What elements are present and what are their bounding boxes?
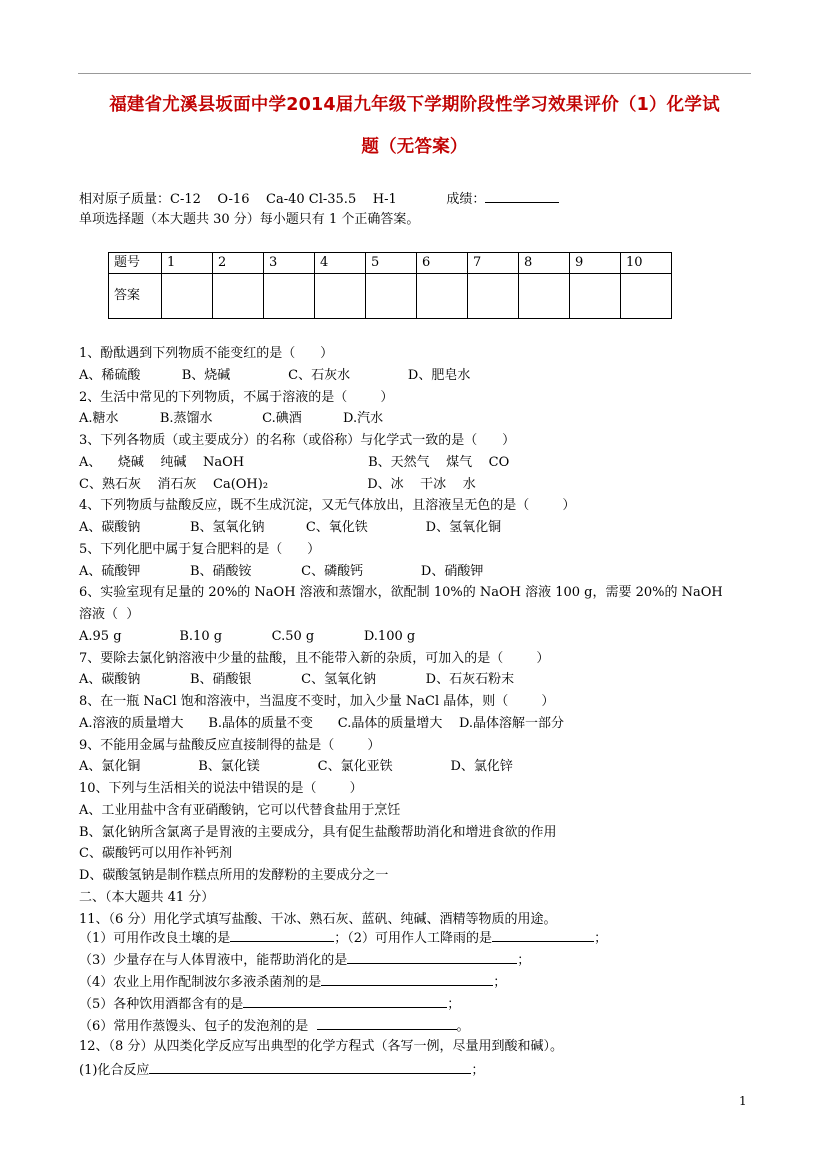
q12-heading: 12、（8 分）从四类化学反应写出典型的化学方程式（各写一例，尽量用到酸和碱）。 [79, 1039, 563, 1054]
question-number: 7 [468, 253, 519, 274]
answer-cell[interactable] [162, 274, 213, 319]
section1-intro: 单项选择题（本大题共 30 分）每小题只有 1 个正确答案。 [79, 212, 420, 227]
table-answer-label: 答案 [109, 274, 162, 319]
question-line: C、熟石灰 消石灰 Ca(OH)₂ D、冰 干冰 水 [79, 476, 476, 492]
question-line: 11、（6 分）用化学式填写盐酸、干冰、熟石灰、蓝矾、纯碱、酒精等物质的用途。 [79, 911, 557, 927]
question-line: A、工业用盐中含有亚硝酸钠，它可以代替食盐用于烹饪 [79, 802, 401, 818]
answer-table [108, 252, 672, 319]
answer-cell[interactable] [366, 274, 417, 319]
question-line: 4、下列物质与盐酸反应，既不生成沉淀，又无气体放出，且溶液呈无色的是（ ） [79, 498, 576, 514]
q11-line5: （5）各种饮用酒都含有的是 ； [79, 997, 461, 1012]
page-number: 1 [739, 1094, 747, 1108]
question-number: 5 [366, 253, 417, 274]
question-number: 10 [621, 253, 672, 274]
question-line: 7、要除去氯化钠溶液中少量的盐酸，且不能带入新的杂质，可加入的是（ ） [79, 650, 550, 666]
question-line: 9、不能用金属与盐酸反应直接制得的盐是（ ） [79, 737, 381, 753]
score-blank [485, 190, 559, 203]
answer-cell[interactable] [621, 274, 672, 319]
question-line: 2、生活中常见的下列物质，不属于溶液的是（ ） [79, 389, 394, 405]
question-number: 4 [315, 253, 366, 274]
question-number: 3 [264, 253, 315, 274]
question-line: D、碳酸氢钠是制作糕点所用的发酵粉的主要成分之一 [79, 868, 389, 883]
question-line: A、稀硫酸 B、烧碱 C、石灰水 D、肥皂水 [79, 367, 471, 383]
answer-cell[interactable] [570, 274, 621, 319]
question-number: 6 [417, 253, 468, 274]
question-line: A、氯化铜 B、氯化镁 C、氯化亚铁 D、氯化锌 [79, 759, 513, 775]
answer-cell[interactable] [519, 274, 570, 319]
atomic-mass-line: 相对原子质量：C-12 O-16 Ca-40 Cl-35.5 H-1 成绩： [79, 190, 559, 208]
answer-cell[interactable] [213, 274, 264, 319]
question-number: 2 [213, 253, 264, 274]
answer-cell[interactable] [264, 274, 315, 319]
question-line: 3、下列各物质（或主要成分）的名称（或俗称）与化学式一致的是（ ） [79, 433, 516, 448]
q11-line1: （1）可用作改良土壤的是 ；（2）可用作人工降雨的是 ； [79, 931, 608, 946]
question-line: 溶液（ ） [79, 607, 140, 622]
page-title: 福建省尤溪县坂面中学2014届九年级下学期阶段性学习效果评价（1）化学试 [109, 95, 720, 115]
page-title-cont: 题（无答案） [361, 137, 468, 157]
table-header-label: 题号 [109, 253, 162, 274]
answer-cell[interactable] [468, 274, 519, 319]
question-line: 10、下列与生活相关的说法中错误的是（ ） [79, 781, 363, 796]
q11-line4: （4）农业上用作配制波尔多液杀菌剂的是 ； [79, 975, 507, 990]
question-line: A.糖水 B.蒸馏水 C.碘酒 D.汽水 [79, 411, 384, 427]
question-number: 9 [570, 253, 621, 274]
question-line: B、氯化钠所含氯离子是胃液的主要成分，具有促生盐酸帮助消化和增进食欲的作用 [79, 824, 557, 840]
question-number: 8 [519, 253, 570, 274]
question-line: A、碳酸钠 B、硝酸银 C、氢氧化钠 D、石灰石粉末 [79, 672, 515, 688]
question-line: A.95 g B.10 g C.50 g D.100 g [79, 628, 416, 644]
question-line: A.溶液的质量增大 B.晶体的质量不变 C.晶体的质量增大 D.晶体溶解一部分 [79, 715, 565, 731]
question-line: 1、酚酞遇到下列物质不能变红的是（ ） [79, 346, 334, 361]
question-line: 5、下列化肥中属于复合肥料的是（ ） [79, 541, 321, 557]
q11-line6: （6）常用作蒸馒头、包子的发泡剂的是 。 [79, 1019, 470, 1034]
q11-line3: （3）少量存在与人体胃液中，能帮助消化的是 ； [79, 953, 531, 968]
question-line: 6、实验室现有足量的 20%的 NaOH 溶液和蒸馏水，欲配制 10%的 NaOH 溶液 100 g，需要 20%的 NaOH [79, 585, 723, 601]
question-line: A、 烧碱 纯碱 NaOH B、天然气 煤气 CO [79, 454, 510, 470]
question-line: A、碳酸钠 B、氢氧化钠 C、氧化铁 D、氢氧化铜 [79, 520, 502, 535]
answer-cell[interactable] [315, 274, 366, 319]
q12-line1: (1)化合反应 ； [79, 1063, 485, 1078]
question-line: A、硫酸钾 B、硝酸铵 C、磷酸钙 D、硝酸钾 [79, 563, 484, 579]
header-rule [78, 73, 751, 74]
question-number: 1 [162, 253, 213, 274]
question-line: 8、在一瓶 NaCl 饱和溶液中，当温度不变时，加入少量 NaCl 晶体，则（ ） [79, 694, 555, 709]
question-line: C、碳酸钙可以用作补钙剂 [79, 846, 232, 862]
answer-cell[interactable] [417, 274, 468, 319]
question-line: 二、（本大题共 41 分） [79, 889, 215, 905]
